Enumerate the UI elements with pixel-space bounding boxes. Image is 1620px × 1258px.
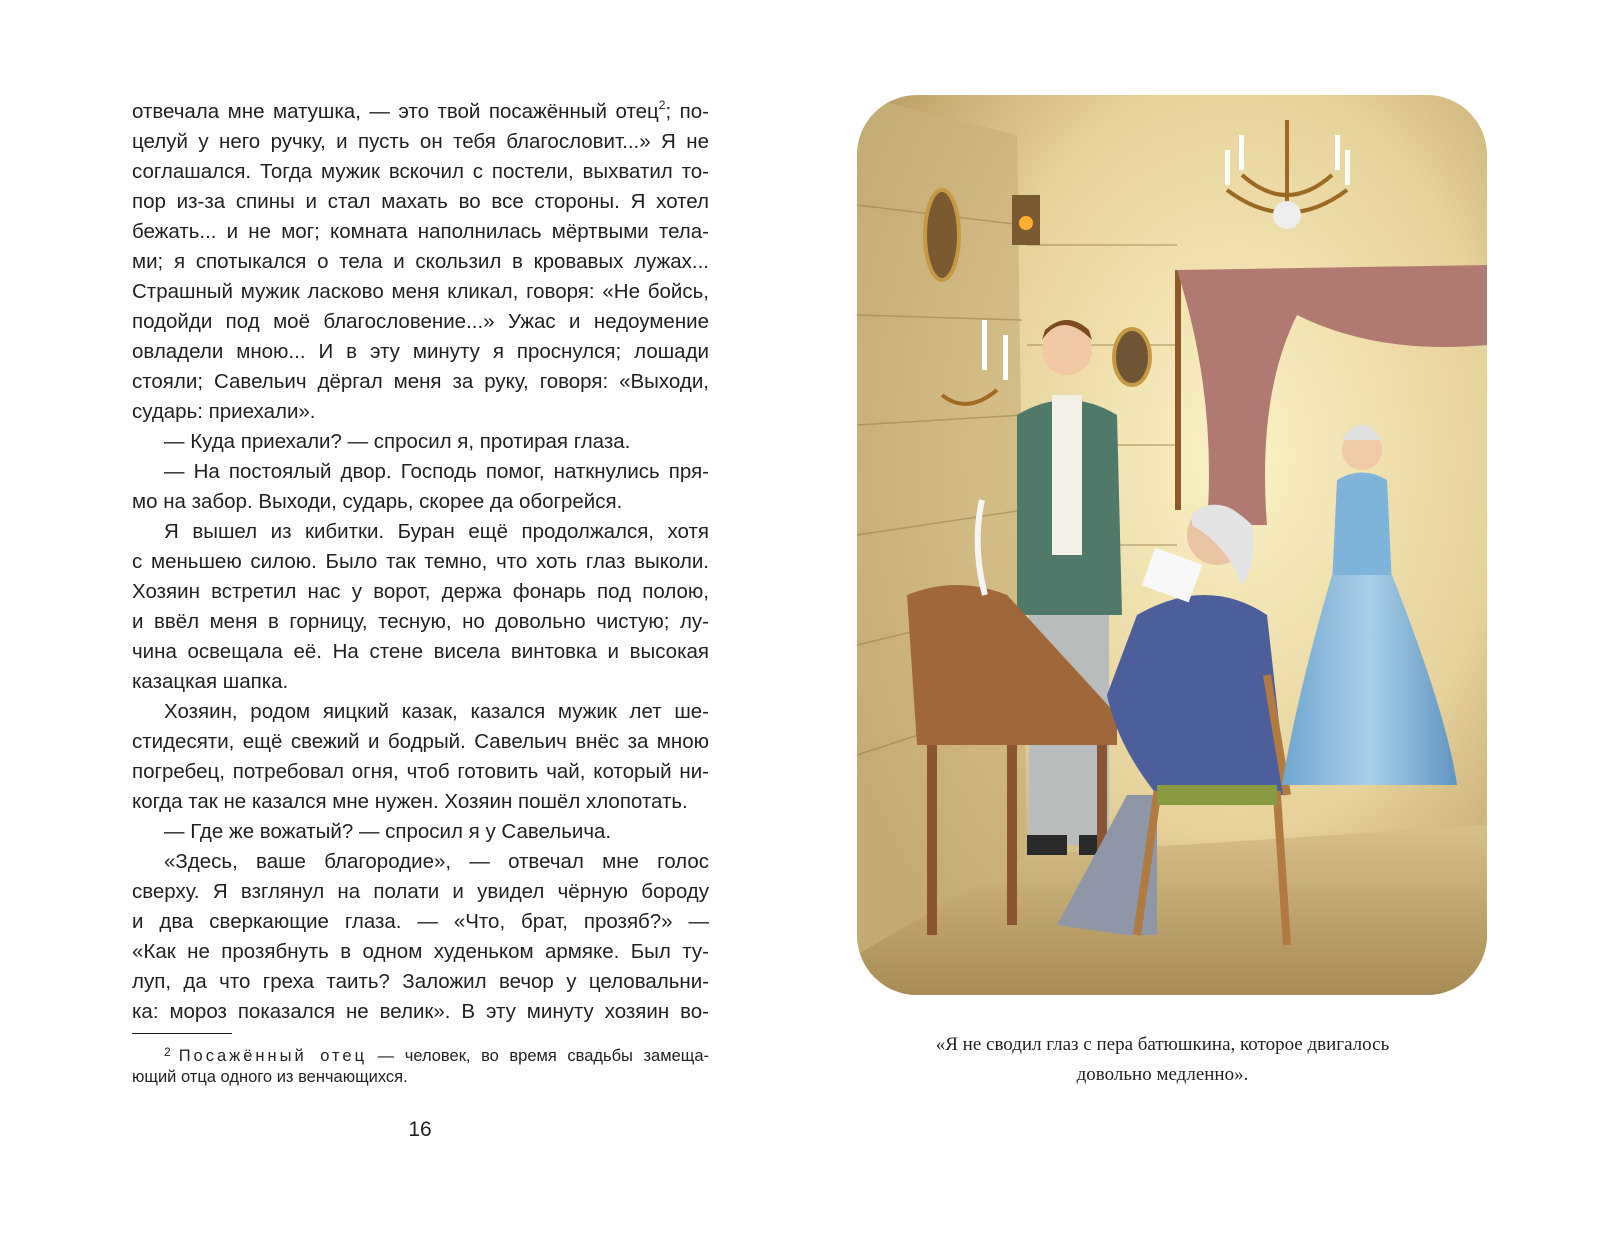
text-line-content: Я вышел из кибитки. Буран ещё продолжался, хотя — [164, 520, 709, 543]
text-line — [132, 337, 709, 367]
text-line-content: ка: мороз показался не велик». В эту минуту хозяин во- — [132, 1000, 709, 1023]
text-line-content: сверху. Я взглянул на полати и увидел чёрную бороду — [132, 880, 709, 903]
footnote-definition-1: — человек, во время свадьбы замеща- — [367, 1047, 709, 1065]
illustration — [857, 95, 1487, 995]
page-number: 16 — [408, 1118, 432, 1141]
text-line-content: соглашался. Тогда мужик вскочил с постели, выхватил то- — [132, 160, 709, 183]
text-line-content: стидесяти, ещё свежий и бодрый. Савельич внёс за мною — [132, 730, 709, 753]
text-line — [132, 367, 709, 397]
text-line — [132, 937, 709, 967]
text-line-content: казацкая шапка. — [132, 670, 289, 693]
text-line — [132, 757, 709, 787]
footnote-number: 2 — [164, 1045, 171, 1059]
text-line-content: пор из-за спины и стал махать во все стороны. Я хотел — [132, 190, 709, 213]
text-line-content: «Как не прозябнуть в одном худеньком армяке. Был ту- — [132, 940, 709, 963]
text-line-content: ми; я спотыкался о тела и скользил в кровавых лужах... — [132, 250, 709, 273]
text-line-content: отвечала мне матушка, — это твой посажённый отец — [132, 100, 659, 123]
text-line-content: когда так не казался мне нужен. Хозяин пошёл хлопотать. — [132, 790, 688, 813]
text-line-content: подойди под моё благословение...» Ужас и недоумение — [132, 310, 709, 333]
text-line — [132, 127, 709, 157]
illustration-scene — [857, 95, 1487, 995]
text-line-content: и ввёл меня в горницу, тесную, но довольно чистую; лу- — [132, 610, 709, 633]
text-line-content: Хозяин встретил нас у ворот, держа фонарь под полою, — [132, 580, 709, 603]
text-line — [132, 217, 709, 247]
text-line — [132, 877, 709, 907]
footnote — [132, 1040, 709, 1090]
text-line-content: овладели мною... И в эту минуту я проснулся; лошади — [132, 340, 709, 363]
text-line — [132, 817, 709, 847]
text-line — [132, 397, 709, 427]
text-line — [132, 967, 709, 997]
text-line — [132, 577, 709, 607]
text-line — [132, 517, 709, 547]
text-line — [132, 277, 709, 307]
footnote-rule — [132, 1033, 232, 1034]
text-line-content: стояли; Савельич дёргал меня за руку, говоря: «Выходи, — [132, 370, 709, 393]
text-line — [132, 187, 709, 217]
caption-line-1: «Я не сводил глаз с пера батюшкина, которое двигалось — [935, 1034, 1390, 1055]
text-line-content: целуй у него ручку, и пусть он тебя благословит...» Я не — [132, 130, 709, 153]
text-line — [132, 487, 709, 517]
caption-line-2: довольно медленно». — [1076, 1064, 1249, 1085]
text-line — [132, 727, 709, 757]
footnote-reference[interactable]: 2 — [658, 98, 666, 112]
text-line-content: Хозяин, родом яицкий казак, казался мужик лет ше- — [164, 700, 709, 723]
text-line — [132, 697, 709, 727]
text-line-content: чина освещала её. На стене висела винтовка и высокая — [132, 640, 709, 663]
footnote-term: Посажённый отец — [178, 1047, 368, 1065]
text-line-content: — На постоялый двор. Господь помог, наткнулись пря- — [164, 460, 709, 483]
text-line — [132, 547, 709, 577]
text-line-content: Страшный мужик ласково меня кликал, говоря: «Не бойсь, — [132, 280, 709, 303]
text-line-content: бежать... и не мог; комната наполнилась мёртвыми тела- — [132, 220, 709, 243]
text-line — [132, 97, 709, 127]
text-line — [132, 787, 709, 817]
text-line — [132, 907, 709, 937]
text-line — [132, 307, 709, 337]
text-line-continuation: ; по- — [665, 100, 709, 123]
text-line — [132, 247, 709, 277]
text-line-content: — Куда приехали? — спросил я, протирая глаза. — [164, 430, 631, 453]
text-line-content: сударь: приехали». — [132, 400, 316, 423]
text-line — [132, 427, 709, 457]
text-line-content: луп, да что греха таить? Заложил вечор у целовальни- — [132, 970, 709, 993]
text-line — [132, 157, 709, 187]
text-line — [132, 667, 709, 697]
text-line-content: погребец, потребовал огня, чтоб готовить чай, который ни- — [132, 760, 709, 783]
text-line-content: — Где же вожатый? — спросил я у Савельича. — [164, 820, 612, 843]
text-line — [132, 607, 709, 637]
text-line — [132, 457, 709, 487]
text-line-content: мо на забор. Выходи, сударь, скорее да обогрейся. — [132, 490, 623, 513]
text-line — [132, 637, 709, 667]
text-line — [132, 847, 709, 877]
text-line — [132, 997, 709, 1027]
text-line-content: и два сверкающие глаза. — «Что, брат, прозяб?» — — [132, 910, 709, 933]
text-line-content: с меньшею силою. Было так темно, что хоть глаз выколи. — [132, 550, 709, 573]
illustration-caption — [880, 1030, 1445, 1090]
text-line-content: «Здесь, ваше благородие», — отвечал мне голос — [164, 850, 709, 873]
footnote-definition-2: ющий отца одного из венчающихся. — [132, 1068, 408, 1086]
main-text — [132, 97, 709, 1027]
